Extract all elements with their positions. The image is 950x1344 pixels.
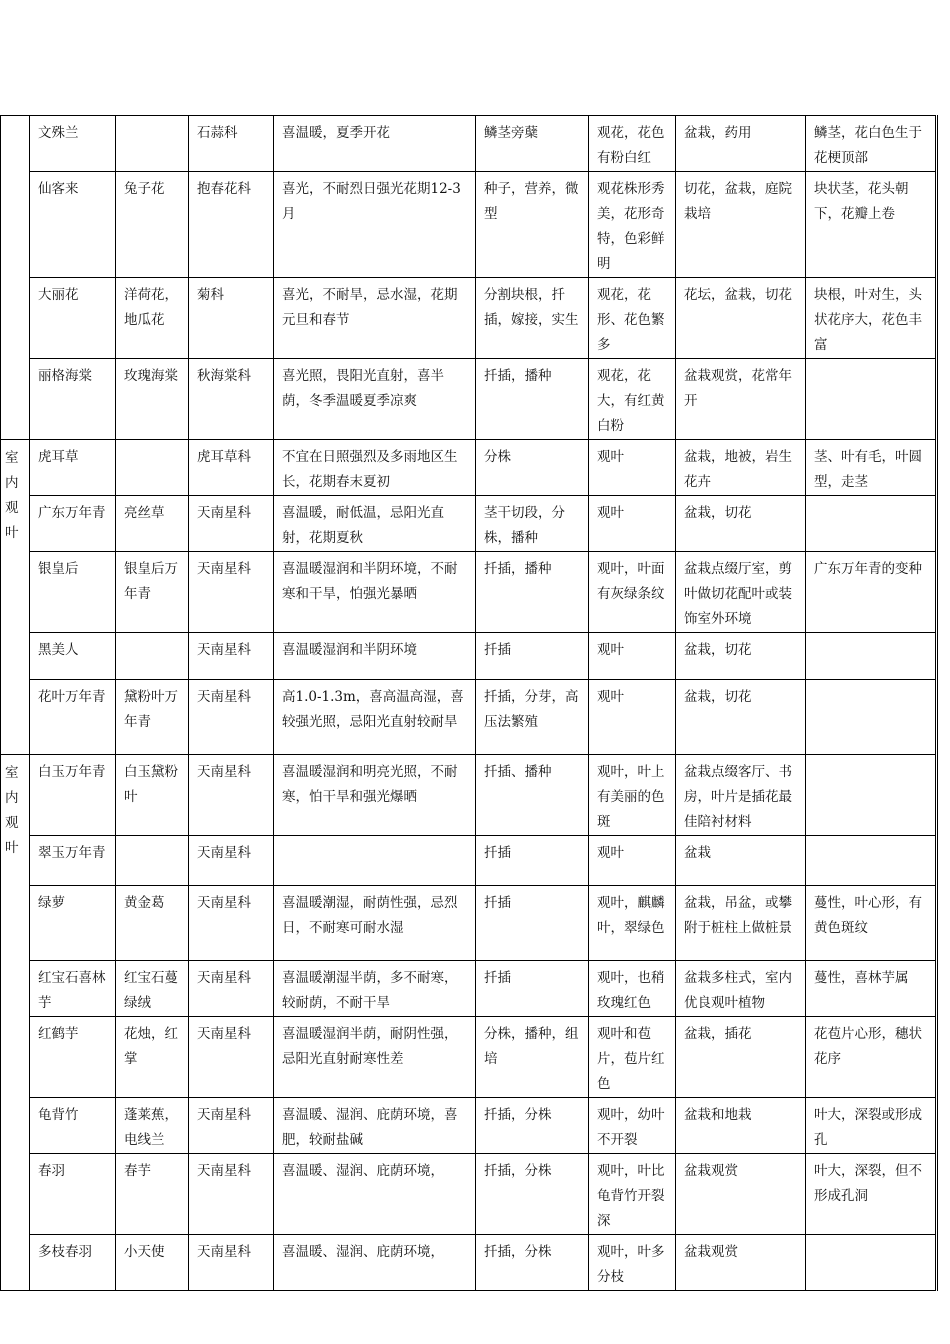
- habit-cell: [274, 836, 476, 886]
- notes-cell: [806, 496, 937, 552]
- alias-cell: 花烛，红掌: [116, 1017, 189, 1098]
- table-row: [1, 116, 937, 172]
- use-cell: 盆栽观赏: [676, 1154, 806, 1235]
- use-cell: 盆栽观赏: [676, 1235, 806, 1291]
- name-cell: 翠玉万年青: [30, 836, 116, 886]
- use-cell: 盆栽点缀厅室，剪叶做切花配叶或装饰室外环境: [676, 552, 806, 633]
- propagation-cell: 扦插，分株: [476, 1235, 589, 1291]
- propagation-cell: 种子，营养，微型: [476, 172, 589, 278]
- alias-cell: 银皇后万年青: [116, 552, 189, 633]
- value-cell: 观叶，叶比龟背竹开裂深: [589, 1154, 676, 1235]
- name-cell: 绿萝: [30, 886, 116, 961]
- propagation-cell: 扦插: [476, 633, 589, 680]
- family-cell: 天南星科: [189, 1017, 274, 1098]
- table-row: [1, 755, 937, 836]
- name-cell: 花叶万年青: [30, 680, 116, 755]
- notes-cell: 块根，叶对生，头状花序大，花色丰富: [806, 278, 937, 359]
- family-cell: 天南星科: [189, 496, 274, 552]
- name-cell: 银皇后: [30, 552, 116, 633]
- category-cell: 室内观叶: [1, 440, 30, 755]
- table-row: [1, 680, 937, 755]
- family-cell: 天南星科: [189, 633, 274, 680]
- use-cell: 盆栽，切花: [676, 680, 806, 755]
- table-row: [1, 1017, 937, 1098]
- use-cell: 盆栽，地被，岩生花卉: [676, 440, 806, 496]
- alias-cell: 春芋: [116, 1154, 189, 1235]
- name-cell: 黑美人: [30, 633, 116, 680]
- use-cell: 盆栽观赏，花常年开: [676, 359, 806, 440]
- name-cell: 白玉万年青: [30, 755, 116, 836]
- habit-cell: 喜温暖潮湿，耐荫性强，忌烈日，不耐寒可耐水湿: [274, 886, 476, 961]
- habit-cell: 喜温暖潮湿半荫，多不耐寒，较耐荫，不耐干旱: [274, 961, 476, 1017]
- value-cell: 观花，花色有粉白红: [589, 116, 676, 172]
- notes-cell: 蔓性，叶心形，有黄色斑纹: [806, 886, 937, 961]
- propagation-cell: 扦插: [476, 886, 589, 961]
- name-cell: 大丽花: [30, 278, 116, 359]
- propagation-cell: 扦插: [476, 961, 589, 1017]
- propagation-cell: 扦插，分芽，高压法繁殖: [476, 680, 589, 755]
- family-cell: 石蒜科: [189, 116, 274, 172]
- table-row: [1, 359, 937, 440]
- propagation-cell: 扦插、播种: [476, 755, 589, 836]
- name-cell: 广东万年青: [30, 496, 116, 552]
- habit-cell: 喜温暖湿润和半阴环境: [274, 633, 476, 680]
- value-cell: 观叶和苞片，苞片红色: [589, 1017, 676, 1098]
- use-cell: 花坛，盆栽，切花: [676, 278, 806, 359]
- alias-cell: [116, 116, 189, 172]
- alias-cell: [116, 836, 189, 886]
- notes-cell: 蔓性，喜林芋属: [806, 961, 937, 1017]
- family-cell: 天南星科: [189, 1154, 274, 1235]
- table-row: [1, 633, 937, 680]
- value-cell: 观叶，叶上有美丽的色斑: [589, 755, 676, 836]
- notes-cell: [806, 359, 937, 440]
- table-row: [1, 278, 937, 359]
- notes-cell: 叶大，深裂或形成孔: [806, 1098, 937, 1154]
- habit-cell: 喜温暖湿润半荫，耐阴性强，忌阳光直射耐寒性差: [274, 1017, 476, 1098]
- use-cell: 盆栽，插花: [676, 1017, 806, 1098]
- family-cell: 天南星科: [189, 1098, 274, 1154]
- alias-cell: 亮丝草: [116, 496, 189, 552]
- name-cell: 红鹤芋: [30, 1017, 116, 1098]
- notes-cell: 块状茎，花头朝下，花瓣上卷: [806, 172, 937, 278]
- alias-cell: 蓬莱蕉，电线兰: [116, 1098, 189, 1154]
- table-row: [1, 886, 937, 961]
- notes-cell: 茎、叶有毛，叶圆型，走茎: [806, 440, 937, 496]
- habit-cell: 喜温暖，耐低温，忌阳光直射，花期夏秋: [274, 496, 476, 552]
- value-cell: 观叶: [589, 633, 676, 680]
- alias-cell: [116, 633, 189, 680]
- notes-cell: 广东万年青的变种: [806, 552, 937, 633]
- table-row: [1, 1235, 937, 1291]
- habit-cell: 喜温暖湿润和明亮光照，不耐寒，怕干旱和强光爆晒: [274, 755, 476, 836]
- use-cell: 盆栽，药用: [676, 116, 806, 172]
- family-cell: 天南星科: [189, 1235, 274, 1291]
- propagation-cell: 扦插: [476, 836, 589, 886]
- use-cell: 切花，盆栽，庭院栽培: [676, 172, 806, 278]
- name-cell: 丽格海棠: [30, 359, 116, 440]
- habit-cell: 喜温暖、湿润、庇荫环境，: [274, 1235, 476, 1291]
- value-cell: 观叶: [589, 440, 676, 496]
- name-cell: 多枝春羽: [30, 1235, 116, 1291]
- propagation-cell: 分割块根，扦插，嫁接，实生: [476, 278, 589, 359]
- table-row: [1, 961, 937, 1017]
- value-cell: 观叶，麒麟叶，翠绿色: [589, 886, 676, 961]
- notes-cell: [806, 836, 937, 886]
- propagation-cell: 分株，播种，组培: [476, 1017, 589, 1098]
- category-cell: 室内观叶: [1, 755, 30, 1291]
- notes-cell: [806, 633, 937, 680]
- family-cell: 天南星科: [189, 755, 274, 836]
- use-cell: 盆栽点缀客厅、书房，叶片是插花最佳陪衬材料: [676, 755, 806, 836]
- family-cell: 抱春花科: [189, 172, 274, 278]
- family-cell: 天南星科: [189, 836, 274, 886]
- use-cell: 盆栽多柱式，室内优良观叶植物: [676, 961, 806, 1017]
- family-cell: 虎耳草科: [189, 440, 274, 496]
- alias-cell: 黛粉叶万年青: [116, 680, 189, 755]
- notes-cell: [806, 755, 937, 836]
- alias-cell: 黄金葛: [116, 886, 189, 961]
- alias-cell: 小天使: [116, 1235, 189, 1291]
- value-cell: 观花，花大，有红黄白粉: [589, 359, 676, 440]
- value-cell: 观叶: [589, 680, 676, 755]
- notes-cell: [806, 1235, 937, 1291]
- propagation-cell: 茎干切段，分株，播种: [476, 496, 589, 552]
- alias-cell: [116, 440, 189, 496]
- value-cell: 观叶: [589, 836, 676, 886]
- name-cell: 红宝石喜林芋: [30, 961, 116, 1017]
- propagation-cell: 扦插，分株: [476, 1154, 589, 1235]
- propagation-cell: 分株: [476, 440, 589, 496]
- alias-cell: 红宝石蔓绿绒: [116, 961, 189, 1017]
- habit-cell: 喜光，不耐旱，忌水湿，花期元旦和春节: [274, 278, 476, 359]
- habit-cell: 喜光，不耐烈日强光花期12-3月: [274, 172, 476, 278]
- habit-cell: 喜温暖湿润和半阴环境，不耐寒和干旱，怕强光暴晒: [274, 552, 476, 633]
- family-cell: 天南星科: [189, 961, 274, 1017]
- value-cell: 观叶，幼叶不开裂: [589, 1098, 676, 1154]
- alias-cell: 洋荷花，地瓜花: [116, 278, 189, 359]
- family-cell: 天南星科: [189, 552, 274, 633]
- use-cell: 盆栽和地栽: [676, 1098, 806, 1154]
- propagation-cell: 扦插，分株: [476, 1098, 589, 1154]
- name-cell: 龟背竹: [30, 1098, 116, 1154]
- family-cell: 菊科: [189, 278, 274, 359]
- family-cell: 天南星科: [189, 680, 274, 755]
- table-row: [1, 836, 937, 886]
- name-cell: 虎耳草: [30, 440, 116, 496]
- use-cell: 盆栽: [676, 836, 806, 886]
- table-row: [1, 172, 937, 278]
- table-row: [1, 440, 937, 496]
- habit-cell: 喜温暖，夏季开花: [274, 116, 476, 172]
- value-cell: 观花株形秀美，花形奇特，色彩鲜明: [589, 172, 676, 278]
- use-cell: 盆栽，切花: [676, 633, 806, 680]
- use-cell: 盆栽，切花: [676, 496, 806, 552]
- notes-cell: 叶大，深裂，但不形成孔洞: [806, 1154, 937, 1235]
- name-cell: 文殊兰: [30, 116, 116, 172]
- habit-cell: 喜温暖、湿润、庇荫环境，喜肥，较耐盐碱: [274, 1098, 476, 1154]
- propagation-cell: 扦插，播种: [476, 552, 589, 633]
- value-cell: 观叶，叶面有灰绿条纹: [589, 552, 676, 633]
- plant-table: [0, 115, 938, 1291]
- value-cell: 观叶，也稍玫瑰红色: [589, 961, 676, 1017]
- table-row: [1, 552, 937, 633]
- value-cell: 观叶，叶多分枝: [589, 1235, 676, 1291]
- value-cell: 观花，花形、花色繁多: [589, 278, 676, 359]
- alias-cell: 白玉黛粉叶: [116, 755, 189, 836]
- notes-cell: 花苞片心形，穗状花序: [806, 1017, 937, 1098]
- family-cell: 秋海棠科: [189, 359, 274, 440]
- notes-cell: [806, 680, 937, 755]
- habit-cell: 不宜在日照强烈及多雨地区生长，花期春末夏初: [274, 440, 476, 496]
- propagation-cell: 鳞茎旁蘖: [476, 116, 589, 172]
- habit-cell: 喜温暖、湿润、庇荫环境，: [274, 1154, 476, 1235]
- alias-cell: 兔子花: [116, 172, 189, 278]
- family-cell: 天南星科: [189, 886, 274, 961]
- table-row: [1, 1098, 937, 1154]
- table-row: [1, 496, 937, 552]
- name-cell: 春羽: [30, 1154, 116, 1235]
- name-cell: 仙客来: [30, 172, 116, 278]
- category-cell: [1, 116, 30, 440]
- table-row: [1, 1154, 937, 1235]
- alias-cell: 玫瑰海棠: [116, 359, 189, 440]
- value-cell: 观叶: [589, 496, 676, 552]
- notes-cell: 鳞茎，花白色生于花梗顶部: [806, 116, 937, 172]
- use-cell: 盆栽，吊盆，或攀附于桩柱上做桩景: [676, 886, 806, 961]
- habit-cell: 喜光照，畏阳光直射，喜半荫，冬季温暖夏季凉爽: [274, 359, 476, 440]
- habit-cell: 高1.0-1.3m，喜高温高湿，喜较强光照，忌阳光直射较耐旱: [274, 680, 476, 755]
- propagation-cell: 扦插，播种: [476, 359, 589, 440]
